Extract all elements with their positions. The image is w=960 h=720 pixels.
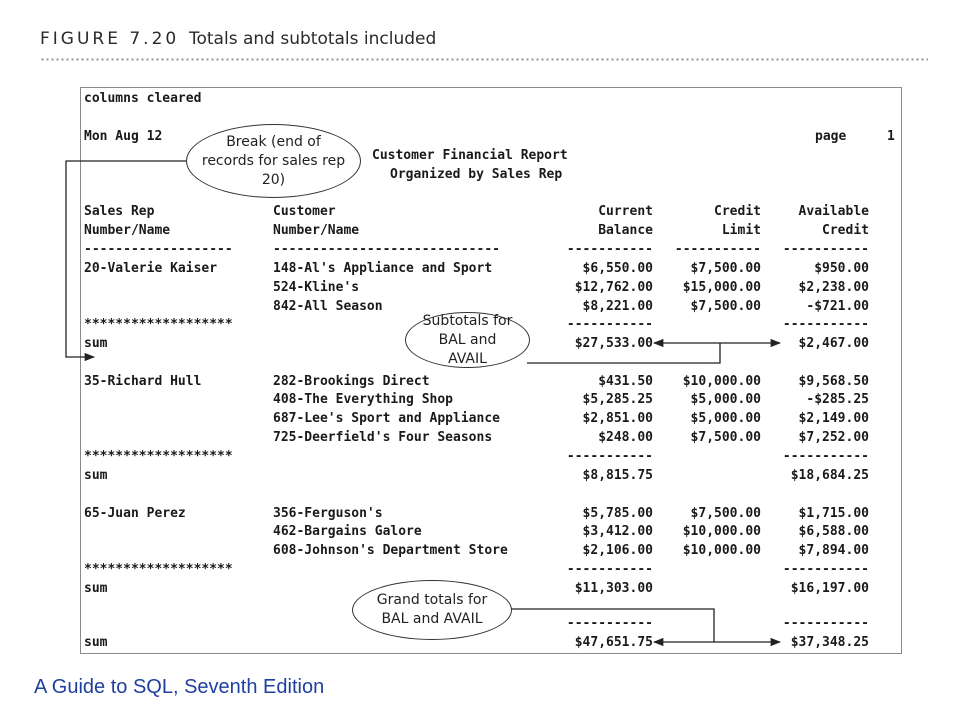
customer-cell: 687-Lee's Sport and Appliance xyxy=(273,411,500,426)
limit-cell: $7,500.00 xyxy=(690,299,761,314)
limit-cell: $15,000.00 xyxy=(682,280,761,295)
available-cell: $950.00 xyxy=(814,261,869,276)
header-available-1: Available xyxy=(798,204,869,219)
grand-totals-callout: Grand totals for BAL and AVAIL xyxy=(352,580,512,640)
header-balance-2: Balance xyxy=(598,223,653,238)
dash-available: ----------- xyxy=(782,449,869,464)
sum-available: $16,197.00 xyxy=(790,581,869,596)
available-cell: $1,715.00 xyxy=(798,506,869,521)
report-date: Mon Aug 12 xyxy=(84,129,163,144)
customer-cell: 408-The Everything Shop xyxy=(273,392,454,407)
limit-cell: $10,000.00 xyxy=(682,374,761,389)
page-number: 1 xyxy=(887,129,895,144)
dash-limit: ----------- xyxy=(674,242,761,257)
sum-label: sum xyxy=(84,581,108,596)
report-subtitle: Organized by Sales Rep xyxy=(390,167,563,182)
balance-cell: $5,285.25 xyxy=(582,392,653,407)
dash-available: ----------- xyxy=(782,562,869,577)
available-cell: $7,252.00 xyxy=(798,430,869,445)
sum-available: $2,467.00 xyxy=(798,336,869,351)
balance-cell: $8,221.00 xyxy=(582,299,653,314)
limit-cell: $5,000.00 xyxy=(690,411,761,426)
report-title: Customer Financial Report xyxy=(372,148,568,163)
sum-balance: $8,815.75 xyxy=(582,468,653,483)
balance-cell: $5,785.00 xyxy=(582,506,653,521)
dash-customer: ----------------------------- xyxy=(273,242,500,257)
group-rep: 35-Richard Hull xyxy=(84,374,202,389)
limit-cell: $7,500.00 xyxy=(690,261,761,276)
subtotals-callout: Subtotals for BAL and AVAIL xyxy=(405,312,530,368)
available-cell: $2,238.00 xyxy=(798,280,869,295)
available-cell: -$285.25 xyxy=(806,392,869,407)
dash-balance: ----------- xyxy=(566,616,653,631)
dash-balance: ----------- xyxy=(566,449,653,464)
sum-balance: $27,533.00 xyxy=(574,336,653,351)
customer-cell: 842-All Season xyxy=(273,299,383,314)
limit-cell: $10,000.00 xyxy=(682,524,761,539)
limit-cell: $7,500.00 xyxy=(690,506,761,521)
available-cell: -$721.00 xyxy=(806,299,869,314)
dotted-divider xyxy=(40,58,928,61)
balance-cell: $6,550.00 xyxy=(582,261,653,276)
dash-available: ----------- xyxy=(782,317,869,332)
stars-line: ******************* xyxy=(84,562,233,577)
status-line: columns cleared xyxy=(84,91,202,106)
balance-cell: $2,106.00 xyxy=(582,543,653,558)
stars-line: ******************* xyxy=(84,449,233,464)
header-rep-2: Number/Name xyxy=(84,223,171,238)
balance-cell: $431.50 xyxy=(598,374,653,389)
customer-cell: 524-Kline's xyxy=(273,280,360,295)
sum-available: $18,684.25 xyxy=(790,468,869,483)
available-cell: $9,568.50 xyxy=(798,374,869,389)
limit-cell: $10,000.00 xyxy=(682,543,761,558)
customer-cell: 462-Bargains Galore xyxy=(273,524,422,539)
header-customer-2: Number/Name xyxy=(273,223,360,238)
balance-cell: $12,762.00 xyxy=(574,280,653,295)
balance-cell: $248.00 xyxy=(598,430,653,445)
customer-cell: 725-Deerfield's Four Seasons xyxy=(273,430,493,445)
stars-line: ******************* xyxy=(84,317,233,332)
group-rep: 65-Juan Perez xyxy=(84,506,186,521)
customer-cell: 282-Brookings Direct xyxy=(273,374,430,389)
balance-cell: $2,851.00 xyxy=(582,411,653,426)
balance-cell: $3,412.00 xyxy=(582,524,653,539)
header-customer-1: Customer xyxy=(273,204,336,219)
available-cell: $6,588.00 xyxy=(798,524,869,539)
available-cell: $7,894.00 xyxy=(798,543,869,558)
header-rep-1: Sales Rep xyxy=(84,204,155,219)
header-limit-1: Credit xyxy=(714,204,761,219)
sum-label: sum xyxy=(84,468,108,483)
customer-cell: 148-Al's Appliance and Sport xyxy=(273,261,493,276)
dash-available: ----------- xyxy=(782,616,869,631)
group-rep: 20-Valerie Kaiser xyxy=(84,261,218,276)
dash-rep: ------------------- xyxy=(84,242,233,257)
dash-balance: ----------- xyxy=(566,317,653,332)
dash-balance: ----------- xyxy=(566,562,653,577)
book-caption: A Guide to SQL, Seventh Edition xyxy=(34,676,325,698)
customer-cell: 356-Ferguson's xyxy=(273,506,383,521)
dash-balance: ----------- xyxy=(566,242,653,257)
limit-cell: $5,000.00 xyxy=(690,392,761,407)
page-label: page xyxy=(815,129,847,144)
customer-cell: 608-Johnson's Department Store xyxy=(273,543,508,558)
grand-sum-balance: $47,651.75 xyxy=(574,635,653,650)
sum-balance: $11,303.00 xyxy=(574,581,653,596)
dash-available: ----------- xyxy=(782,242,869,257)
break-callout: Break (end of records for sales rep 20) xyxy=(186,124,361,198)
figure-title: Totals and subtotals included xyxy=(189,29,437,49)
sum-label: sum xyxy=(84,336,108,351)
header-balance-1: Current xyxy=(598,204,653,219)
figure-label: FIGURE 7.20 xyxy=(40,29,180,49)
grand-sum-label: sum xyxy=(84,635,108,650)
header-limit-2: Limit xyxy=(721,223,761,238)
header-available-2: Credit xyxy=(822,223,869,238)
grand-sum-available: $37,348.25 xyxy=(790,635,869,650)
limit-cell: $7,500.00 xyxy=(690,430,761,445)
available-cell: $2,149.00 xyxy=(798,411,869,426)
